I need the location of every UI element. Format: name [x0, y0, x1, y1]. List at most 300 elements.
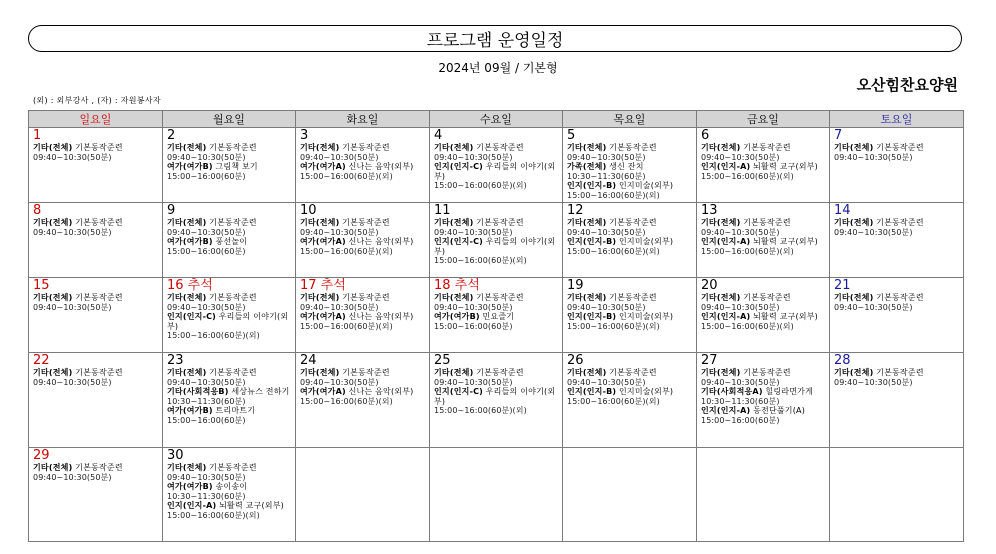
day-cell — [163, 353, 296, 448]
program-category: 여가(여가A) — [300, 387, 346, 397]
legend-note: (외) : 외부강사 , (자) : 자원봉사자 — [33, 96, 161, 105]
program-entry — [167, 463, 292, 473]
program-category: 인지(인지-C) — [434, 237, 484, 247]
program-entry — [834, 293, 960, 303]
program-category: 인지(인지-B) — [567, 237, 617, 247]
program-entry — [33, 293, 159, 303]
program-time: 09:40~10:30(50분) — [567, 227, 646, 237]
day-number: 11 — [434, 203, 451, 218]
program-description: 기본동작준련 — [740, 143, 791, 152]
program-category: 기타(전체) — [33, 368, 73, 377]
program-description: 생신 잔치 — [606, 162, 644, 172]
program-time: 15:00~16:00(60분)(외) — [567, 321, 660, 331]
program-category: 인지(인지-A) — [701, 312, 751, 322]
program-description: 기본동작준련 — [740, 218, 791, 227]
empty-day-cell — [430, 448, 563, 542]
day-number: 5 — [567, 128, 576, 143]
program-time: 09:40~10:30(50분) — [567, 377, 646, 387]
program-time: 15:00~16:00(60분)(외) — [167, 331, 260, 341]
program-category: 인지(인지-C) — [434, 162, 484, 172]
program-entry — [834, 368, 960, 378]
program-description: 트리마트기 — [212, 406, 256, 416]
program-description: 우리들의 이야기(외부) — [434, 387, 556, 406]
program-time: 15:00~16:00(60분)(외) — [300, 321, 393, 331]
day-cell — [29, 353, 163, 448]
weekday-header-row — [29, 111, 964, 128]
program-entry — [567, 181, 693, 191]
program-entry — [300, 143, 426, 153]
program-entry — [567, 143, 693, 153]
week-row — [29, 353, 964, 448]
program-description: 뇌활력 교구(외부) — [750, 162, 818, 172]
program-time: 09:40~10:30(50분) — [834, 377, 913, 387]
program-category: 기타(전체) — [300, 293, 340, 302]
day-cell — [830, 128, 964, 203]
week-row — [29, 128, 964, 203]
program-time: 15:00~16:00(60분)(외) — [567, 396, 660, 406]
day-number: 13 — [701, 203, 718, 218]
week-row — [29, 203, 964, 278]
program-time: 10:30~11:30(60분) — [167, 396, 246, 406]
program-time: 15:00~16:00(60분) — [434, 321, 513, 331]
day-number: 14 — [834, 203, 851, 218]
program-description: 기본동작준련 — [473, 218, 524, 227]
program-description: 기본동작준련 — [606, 293, 657, 302]
program-time: 09:40~10:30(50분) — [434, 227, 513, 237]
program-description: 인지미술(외부) — [616, 387, 674, 397]
day-cell — [830, 353, 964, 448]
program-description: 인지미술(외부) — [616, 237, 674, 247]
program-entry — [300, 293, 426, 303]
program-time: 09:40~10:30(50분) — [300, 302, 379, 312]
day-cell — [29, 203, 163, 278]
program-entry — [167, 218, 292, 228]
program-entry — [701, 237, 826, 247]
program-time: 09:40~10:30(50분) — [701, 227, 780, 237]
program-category: 인지(인지-B) — [567, 181, 617, 191]
program-entry — [167, 501, 292, 511]
program-time: 09:40~10:30(50분) — [167, 377, 246, 387]
program-category: 기타(전체) — [33, 463, 73, 472]
program-entry — [567, 387, 693, 397]
program-time: 09:40~10:30(50분) — [434, 152, 513, 162]
program-entry — [434, 162, 559, 181]
program-description: 기본동작준련 — [206, 218, 257, 227]
weekday-header-tuesday: 화요일 — [296, 111, 430, 128]
day-cell — [163, 278, 296, 353]
day-number: 3 — [300, 128, 309, 143]
program-time: 09:40~10:30(50분) — [834, 302, 913, 312]
day-cell — [296, 128, 430, 203]
program-description: 동전단풀기(A) — [750, 406, 806, 416]
program-entry — [567, 312, 693, 322]
day-cell — [430, 128, 563, 203]
program-entry — [167, 312, 292, 331]
day-cell — [697, 128, 830, 203]
day-cell — [296, 353, 430, 448]
program-time: 15:00~16:00(60분)(외) — [434, 181, 527, 191]
program-description: 기본동작준련 — [606, 218, 657, 227]
program-category: 기타(전체) — [834, 143, 874, 152]
program-category: 기타(전체) — [300, 218, 340, 227]
day-cell — [563, 278, 697, 353]
program-entry — [701, 406, 826, 416]
program-entry — [167, 293, 292, 303]
program-category: 기타(전체) — [300, 368, 340, 377]
program-time: 15:00~16:00(60분)(외) — [434, 256, 527, 266]
program-entry — [701, 293, 826, 303]
program-description: 송이송이 — [212, 482, 248, 492]
program-time: 09:40~10:30(50분) — [434, 377, 513, 387]
week-row — [29, 448, 964, 542]
day-number: 8 — [33, 203, 42, 218]
program-description: 기본동작준련 — [72, 463, 123, 472]
program-time: 09:40~10:30(50분) — [701, 152, 780, 162]
day-cell — [697, 353, 830, 448]
program-category: 기타(전체) — [300, 143, 340, 152]
program-time: 15:00~16:00(60분)(외) — [167, 510, 260, 520]
program-description: 민요즐기 — [479, 312, 515, 322]
program-time: 09:40~10:30(50분) — [167, 472, 246, 482]
program-category: 기타(전체) — [167, 463, 207, 472]
program-entry — [834, 143, 960, 153]
program-time: 15:00~16:00(60분) — [167, 171, 246, 181]
program-entry — [300, 312, 426, 322]
program-time: 09:40~10:30(50분) — [167, 302, 246, 312]
program-entry — [167, 368, 292, 378]
program-category: 여가(여가B) — [167, 162, 213, 172]
program-time: 15:00~16:00(60분)(외) — [701, 321, 794, 331]
program-description: 기본동작준련 — [206, 463, 257, 472]
program-category: 기타(전체) — [701, 368, 741, 377]
organization-name: 오산힘찬요양원 — [856, 76, 958, 94]
day-number: 30 — [167, 448, 184, 463]
program-time: 09:40~10:30(50분) — [701, 377, 780, 387]
program-entry — [701, 143, 826, 153]
program-time: 15:00~16:00(60분)(외) — [701, 171, 794, 181]
program-time: 15:00~16:00(60분)(외) — [300, 396, 393, 406]
program-description: 풍선놀이 — [212, 237, 248, 247]
program-description: 세상뉴스 전하기 — [228, 387, 290, 397]
program-category: 가족(전체) — [567, 162, 607, 172]
day-cell — [430, 203, 563, 278]
day-number: 7 — [834, 128, 843, 143]
day-number: 24 — [300, 353, 317, 368]
program-category: 기타(전체) — [167, 218, 207, 227]
program-description: 뇌활력 교구(외부) — [216, 501, 284, 511]
day-number: 18 추석 — [434, 278, 480, 293]
program-description: 기본동작준련 — [740, 368, 791, 377]
program-category: 기타(전체) — [434, 293, 474, 302]
program-category: 여가(여가B) — [167, 482, 213, 492]
program-description: 기본동작준련 — [206, 368, 257, 377]
program-time: 15:00~16:00(60분)(외) — [567, 190, 660, 200]
program-description: 우리들의 이야기(외부) — [434, 237, 556, 256]
program-category: 기타(전체) — [167, 293, 207, 302]
program-description: 기본동작준련 — [873, 143, 924, 152]
day-cell — [430, 278, 563, 353]
day-number: 22 — [33, 353, 50, 368]
program-entry — [434, 312, 559, 322]
program-category: 기타(전체) — [434, 368, 474, 377]
program-entry — [167, 143, 292, 153]
program-time: 15:00~16:00(60분) — [701, 415, 780, 425]
day-number: 27 — [701, 353, 718, 368]
program-entry — [300, 162, 426, 172]
program-description: 뇌활력 교구(외부) — [750, 237, 818, 247]
program-time: 09:40~10:30(50분) — [33, 377, 112, 387]
program-entry — [701, 312, 826, 322]
day-number: 9 — [167, 203, 176, 218]
program-category: 기타(전체) — [834, 368, 874, 377]
program-description: 기본동작준련 — [72, 143, 123, 152]
day-number: 28 — [834, 353, 851, 368]
day-number: 29 — [33, 448, 50, 463]
program-time: 15:00~16:00(60분)(외) — [300, 246, 393, 256]
program-description: 기본동작준련 — [873, 293, 924, 302]
day-number: 23 — [167, 353, 184, 368]
day-cell — [163, 128, 296, 203]
program-description: 우리들의 이야기(외부) — [434, 162, 556, 181]
program-description: 기본동작준련 — [72, 293, 123, 302]
program-time: 09:40~10:30(50분) — [834, 152, 913, 162]
program-category: 여가(여가A) — [300, 312, 346, 322]
week-row — [29, 278, 964, 353]
empty-day-cell — [697, 448, 830, 542]
program-description: 기본동작준련 — [339, 143, 390, 152]
program-category: 기타(전체) — [167, 143, 207, 152]
program-category: 인지(인지-B) — [567, 387, 617, 397]
program-description: 기본동작준련 — [873, 218, 924, 227]
program-category: 기타(전체) — [33, 293, 73, 302]
program-description: 기본동작준련 — [206, 143, 257, 152]
day-cell — [830, 203, 964, 278]
program-time: 09:40~10:30(50분) — [567, 302, 646, 312]
weekday-header-wednesday: 수요일 — [430, 111, 563, 128]
empty-day-cell — [830, 448, 964, 542]
page-subtitle: 2024년 09월 / 기본형 — [438, 61, 558, 75]
program-category: 기타(전체) — [834, 218, 874, 227]
program-entry — [434, 387, 559, 406]
day-number: 25 — [434, 353, 451, 368]
day-cell — [697, 278, 830, 353]
program-entry — [567, 293, 693, 303]
program-category: 기타(사회적응A) — [701, 387, 763, 397]
program-description: 기본동작준련 — [72, 218, 123, 227]
program-time: 15:00~16:00(60분)(외) — [567, 246, 660, 256]
program-entry — [167, 482, 292, 492]
program-time: 09:40~10:30(50분) — [300, 377, 379, 387]
day-number: 20 — [701, 278, 718, 293]
program-category: 인지(인지-C) — [167, 312, 217, 322]
empty-day-cell — [563, 448, 697, 542]
program-description: 기본동작준련 — [606, 143, 657, 152]
program-category: 기타(전체) — [567, 368, 607, 377]
program-category: 인지(인지-A) — [701, 237, 751, 247]
program-category: 기타(전체) — [701, 143, 741, 152]
day-number: 4 — [434, 128, 443, 143]
day-cell — [29, 448, 163, 542]
program-category: 기타(전체) — [701, 293, 741, 302]
program-description: 기본동작준련 — [339, 218, 390, 227]
program-entry — [434, 368, 559, 378]
day-cell — [29, 128, 163, 203]
program-description: 기본동작준련 — [473, 368, 524, 377]
program-entry — [567, 368, 693, 378]
program-time: 10:30~11:30(60분) — [167, 491, 246, 501]
program-entry — [567, 237, 693, 247]
program-entry — [300, 368, 426, 378]
program-entry — [434, 293, 559, 303]
program-description: 기본동작준련 — [206, 293, 257, 302]
program-entry — [300, 237, 426, 247]
program-category: 기타(전체) — [434, 143, 474, 152]
day-cell — [563, 353, 697, 448]
program-description: 신나는 음악(외부) — [345, 312, 414, 322]
day-number: 16 추석 — [167, 278, 213, 293]
program-description: 기본동작준련 — [473, 143, 524, 152]
program-description: 기본동작준련 — [339, 368, 390, 377]
program-time: 10:30~11:30(60분) — [701, 396, 780, 406]
weekday-header-thursday: 목요일 — [563, 111, 697, 128]
weekday-header-monday: 월요일 — [163, 111, 296, 128]
program-entry — [33, 368, 159, 378]
program-entry — [434, 218, 559, 228]
program-description: 기본동작준련 — [873, 368, 924, 377]
program-entry — [701, 387, 826, 397]
program-description: 인지미술(외부) — [616, 312, 674, 322]
program-category: 여가(여가B) — [167, 406, 213, 416]
day-number: 19 — [567, 278, 584, 293]
program-description: 신나는 음악(외부) — [345, 387, 414, 397]
empty-day-cell — [296, 448, 430, 542]
day-number: 12 — [567, 203, 584, 218]
program-time: 09:40~10:30(50분) — [33, 152, 112, 162]
program-category: 여가(여가A) — [300, 237, 346, 247]
day-number: 21 — [834, 278, 851, 293]
program-time: 09:40~10:30(50분) — [33, 472, 112, 482]
program-category: 기타(사회적응B) — [167, 387, 229, 397]
program-category: 기타(전체) — [434, 218, 474, 227]
program-description: 기본동작준련 — [72, 368, 123, 377]
program-category: 인지(인지-A) — [701, 406, 751, 416]
program-description: 뇌활력 교구(외부) — [750, 312, 818, 322]
program-entry — [300, 218, 426, 228]
program-entry — [33, 143, 159, 153]
program-time: 09:40~10:30(50분) — [33, 302, 112, 312]
program-time: 15:00~16:00(60분)(외) — [434, 406, 527, 416]
program-time: 09:40~10:30(50분) — [701, 302, 780, 312]
program-time: 09:40~10:30(50분) — [434, 302, 513, 312]
day-cell — [296, 203, 430, 278]
program-description: 기본동작준련 — [339, 293, 390, 302]
program-description: 우리들의 이야기(외부) — [167, 312, 289, 331]
program-time: 15:00~16:00(60분) — [167, 415, 246, 425]
program-category: 여가(여가B) — [167, 237, 213, 247]
day-number: 17 추석 — [300, 278, 346, 293]
program-entry — [434, 237, 559, 256]
program-category: 기타(전체) — [701, 218, 741, 227]
program-description: 기본동작준련 — [606, 368, 657, 377]
program-category: 기타(전체) — [167, 368, 207, 377]
day-number: 1 — [33, 128, 42, 143]
program-entry — [701, 218, 826, 228]
program-entry — [701, 162, 826, 172]
day-cell — [830, 278, 964, 353]
program-category: 인지(인지-B) — [567, 312, 617, 322]
program-category: 여가(여가A) — [300, 162, 346, 172]
program-description: 기본동작준련 — [473, 293, 524, 302]
program-entry — [300, 387, 426, 397]
program-time: 09:40~10:30(50분) — [300, 227, 379, 237]
program-description: 그림책 보기 — [212, 162, 258, 172]
page-title: 프로그램 운영일정 — [426, 31, 564, 51]
program-entry — [567, 162, 693, 172]
calendar-table — [28, 110, 964, 542]
program-time: 10:30~11:30(60분) — [567, 171, 646, 181]
program-entry — [33, 463, 159, 473]
day-cell — [563, 203, 697, 278]
program-entry — [167, 162, 292, 172]
program-entry — [33, 218, 159, 228]
day-cell — [697, 203, 830, 278]
day-cell — [163, 448, 296, 542]
day-cell — [296, 278, 430, 353]
day-number: 6 — [701, 128, 710, 143]
day-number: 26 — [567, 353, 584, 368]
program-description: 신나는 음악(외부) — [345, 162, 414, 172]
program-category: 여가(여가B) — [434, 312, 480, 322]
program-time: 15:00~16:00(60분) — [167, 246, 246, 256]
program-category: 기타(전체) — [834, 293, 874, 302]
weekday-header-saturday: 토요일 — [830, 111, 964, 128]
program-category: 인지(인지-A) — [701, 162, 751, 172]
program-entry — [167, 237, 292, 247]
program-category: 기타(전체) — [567, 293, 607, 302]
program-time: 09:40~10:30(50분) — [300, 152, 379, 162]
program-description: 힐링라면가게 — [762, 387, 813, 397]
day-cell — [430, 353, 563, 448]
program-entry — [167, 406, 292, 416]
program-category: 기타(전체) — [33, 218, 73, 227]
program-entry — [701, 368, 826, 378]
program-description: 기본동작준련 — [740, 293, 791, 302]
program-category: 기타(전체) — [567, 143, 607, 152]
program-description: 인지미술(외부) — [616, 181, 674, 191]
program-entry — [567, 218, 693, 228]
program-category: 기타(전체) — [33, 143, 73, 152]
day-number: 15 — [33, 278, 50, 293]
program-category: 기타(전체) — [567, 218, 607, 227]
title-banner — [28, 25, 962, 52]
program-time: 09:40~10:30(50분) — [834, 227, 913, 237]
day-number: 10 — [300, 203, 317, 218]
program-time: 09:40~10:30(50분) — [33, 227, 112, 237]
program-time: 15:00~16:00(60분)(외) — [300, 171, 393, 181]
day-cell — [29, 278, 163, 353]
program-entry — [434, 143, 559, 153]
program-description: 신나는 음악(외부) — [345, 237, 414, 247]
program-time: 09:40~10:30(50분) — [567, 152, 646, 162]
day-cell — [163, 203, 296, 278]
program-time: 09:40~10:30(50분) — [167, 152, 246, 162]
program-time: 09:40~10:30(50분) — [167, 227, 246, 237]
program-category: 인지(인지-A) — [167, 501, 217, 511]
weekday-header-sunday: 일요일 — [29, 111, 163, 128]
program-time: 15:00~16:00(60분)(외) — [701, 246, 794, 256]
weekday-header-friday: 금요일 — [697, 111, 830, 128]
program-entry — [167, 387, 292, 397]
